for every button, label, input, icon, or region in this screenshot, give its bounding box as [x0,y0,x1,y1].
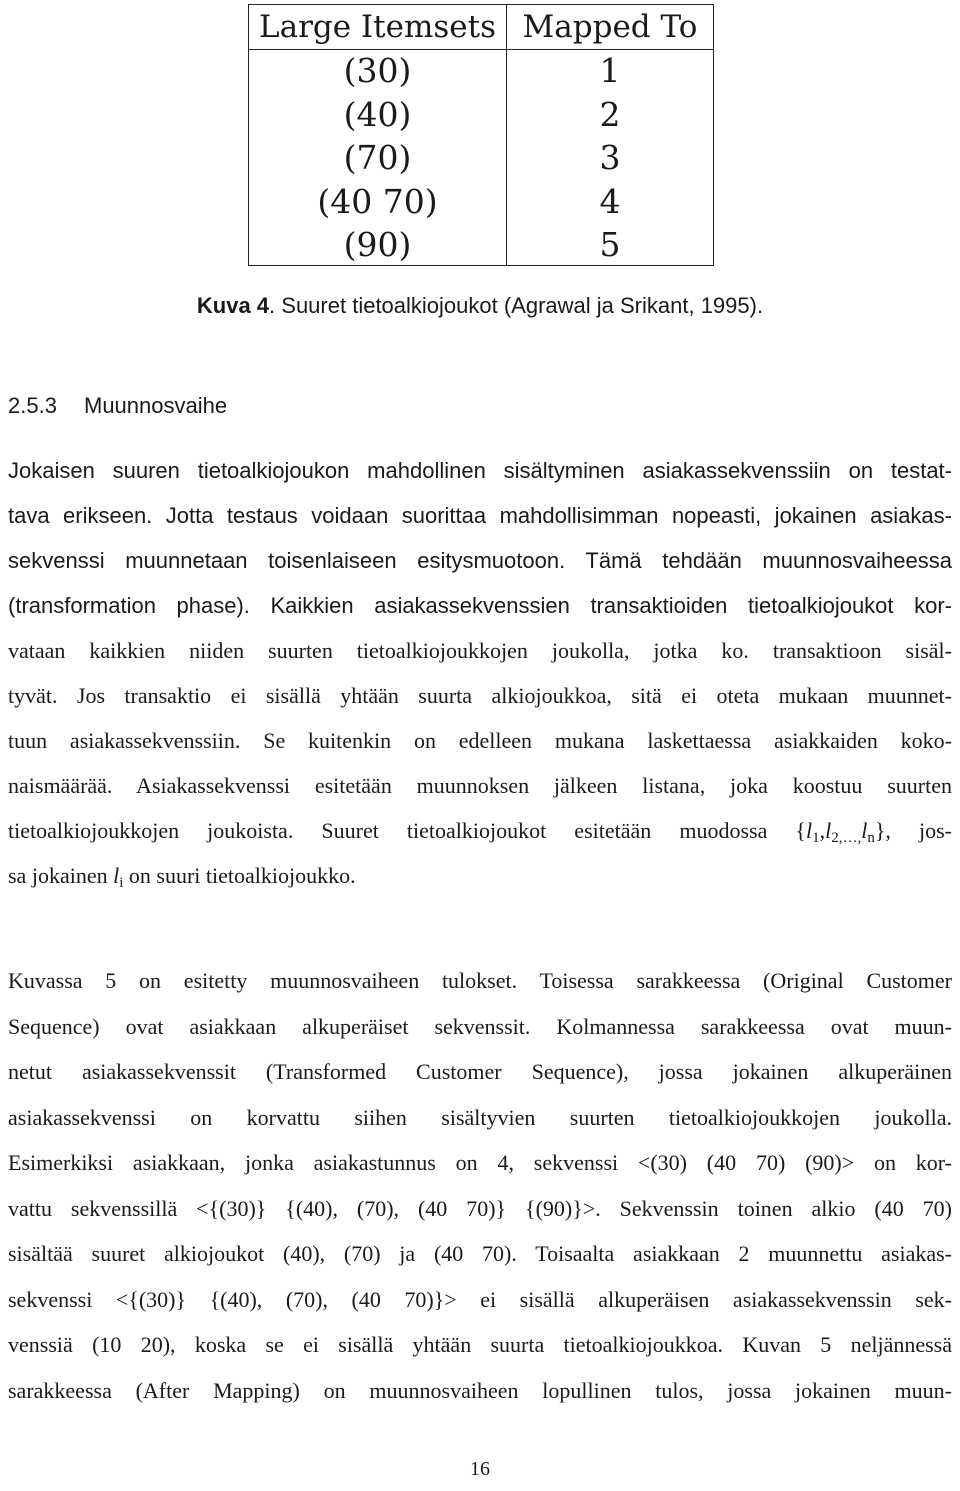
math-var-l: l [113,863,120,888]
table-cell-mapped: 3 [599,138,621,177]
text-line: sisältää suuret alkiojoukot (40), (70) ja (40 70). Toisaalta asiakkaan 2 muunnettu asiakas- [8,1241,952,1266]
table-cell-mapped: 5 [599,225,621,264]
math-comma: , [819,818,826,843]
paragraph-transformation [8,452,952,902]
table-cell-itemset: (40 70) [317,182,438,221]
text-line: Jokaisen suuren tietoalkiojoukon mahdollinen sisältyminen asiakassekvenssiin on testat- [8,458,952,483]
table-cell-mapped: 4 [599,182,621,221]
section-title: Muunnosvaihe [84,393,228,418]
text-fragment: sa jokainen [8,863,114,888]
math-subscript: 2,…, [831,830,862,846]
text-line: Esimerkiksi asiakkaan, jonka asiakastunnus on 4, sekvenssi <(30) (40 70) (90)> on kor- [8,1150,952,1175]
large-itemsets-table [248,4,714,266]
table-cell-mapped: 2 [599,95,621,134]
text-line: vataan kaikkien niiden suurten tietoalkiojoukkojen joukolla, jotka ko. transaktioon sisäl- [8,638,952,663]
table-cell-itemset: (70) [343,138,412,177]
text-line: Sequence) ovat asiakkaan alkuperäiset sekvenssit. Kolmannessa sarakkeessa ovat muun- [8,1013,952,1039]
table-cell-mapped: 1 [599,51,621,90]
caption-text: . Suuret tietoalkiojoukot (Agrawal ja Srikant, 1995). [269,293,764,318]
text-line: asiakassekvenssi on korvattu siihen sisältyvien suurten tietoalkiojoukkojen joukolla. [8,1104,952,1130]
math-var-l: l [805,818,813,843]
page-number: 16 [470,1458,490,1480]
table-cell-itemset: (30) [343,51,412,90]
text-fragment: }, jos- [874,818,952,843]
text-fragment: tietoalkiojoukkojen joukoista. Suuret tietoalkiojoukot esitetään muodossa { [8,818,806,843]
table-header-mapped: Mapped To [522,9,698,45]
text-line: sarakkeessa (After Mapping) on muunnosvaiheen lopullinen tulos, jossa jokainen muun- [8,1377,952,1403]
text-fragment: on suuri tietoalkiojoukko. [123,863,356,888]
text-line: sekvenssi <{(30)} {(40), (70), (40 70)}> ei sisällä alkuperäisen asiakassekvenssin sek- [8,1286,952,1312]
text-line: vattu sekvenssillä <{(30)} {(40), (70), (40 70)} {(90)}>. Sekvenssin toinen alkio (40 70) [8,1195,952,1221]
caption-label: Kuva 4 [196,293,270,318]
section-number: 2.5.3 [8,393,57,418]
text-line: tuun asiakassekvenssiin. Se kuitenkin on edelleen mukana laskettaessa asiakkaiden koko- [8,728,952,753]
text-line: netut asiakassekvenssit (Transformed Customer Sequence), jossa jokainen alkuperäinen [8,1059,952,1084]
math-subscript: i [119,875,124,891]
text-line: sekvenssi muunnetaan toisenlaiseen esitysmuotoon. Tämä tehdään muunnosvaiheessa [8,548,952,573]
table-cell-itemset: (90) [343,225,412,264]
figure-caption [0,290,960,322]
math-subscript: n [867,830,875,846]
paragraph-figure5 [8,962,952,1417]
text-line: tyvät. Jos transaktio ei sisällä yhtään suurta alkiojoukkoa, sitä ei oteta mukaan muunnet- [8,683,952,708]
text-line: tava erikseen. Jotta testaus voidaan suorittaa mahdollisimman nopeasti, jokainen asiakas- [8,503,952,528]
math-subscript: 1 [812,830,820,846]
section-heading [8,390,227,422]
table-header-itemsets: Large Itemsets [259,9,496,45]
text-line-with-formula [8,812,952,857]
table-cell-itemset: (40) [343,95,412,134]
text-line: naismäärää. Asiakassekvenssi esitetään muunnoksen jälkeen listana, joka koostuu suurten [8,773,952,798]
math-var-l: l [861,818,868,843]
text-line-with-formula [8,857,952,902]
text-line: Kuvassa 5 on esitetty muunnosvaiheen tulokset. Toisessa sarakkeessa (Original Customer [8,968,952,993]
text-line: (transformation phase). Kaikkien asiakassekvenssien transaktioiden tietoalkiojoukot kor- [8,593,952,618]
math-var-l: l [825,818,832,843]
text-line: venssiä (10 20), koska se ei sisällä yhtään suurta tietoalkiojoukkoa. Kuvan 5 neljännessä [8,1332,952,1357]
